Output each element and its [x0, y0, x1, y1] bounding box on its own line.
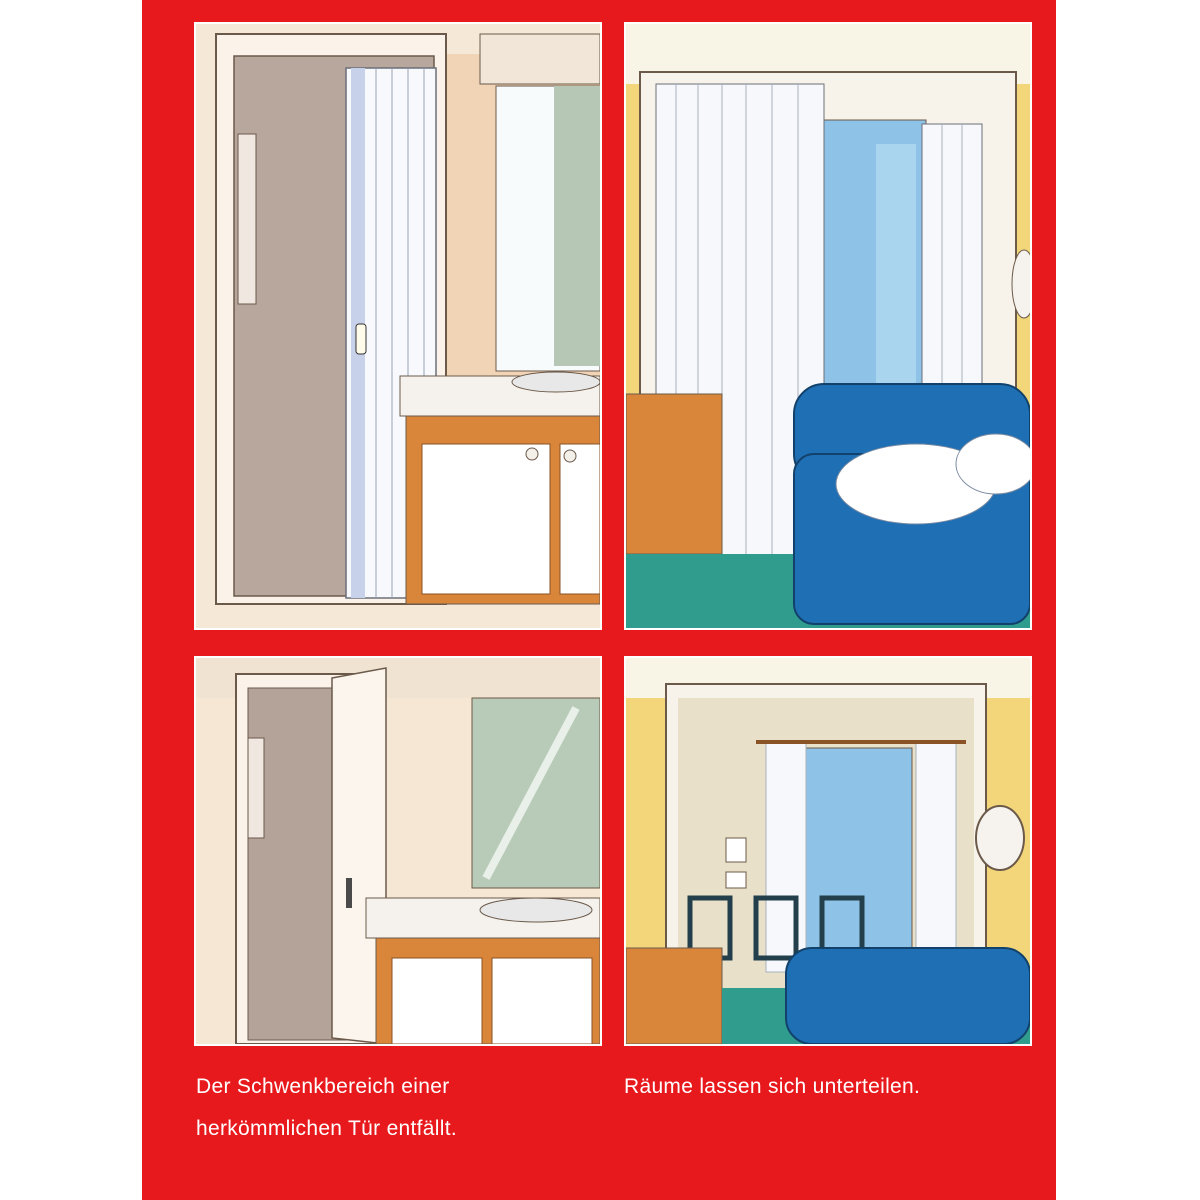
caption-left-line-2: herkömmlichen Tür entfällt. — [196, 1117, 457, 1140]
caption-left-line-1: Der Schwenkbereich einer — [196, 1075, 450, 1098]
illustration-bathroom-folding-door — [194, 22, 602, 630]
caption-room-division — [624, 1066, 1024, 1108]
illustration-living-room-divided — [624, 656, 1032, 1046]
caption-swing-area — [196, 1066, 596, 1150]
caption-right-line-1: Räume lassen sich unterteilen. — [624, 1075, 921, 1098]
illustration-living-room-folding-door — [624, 22, 1032, 630]
illustration-bathroom-conventional-door — [194, 656, 602, 1046]
